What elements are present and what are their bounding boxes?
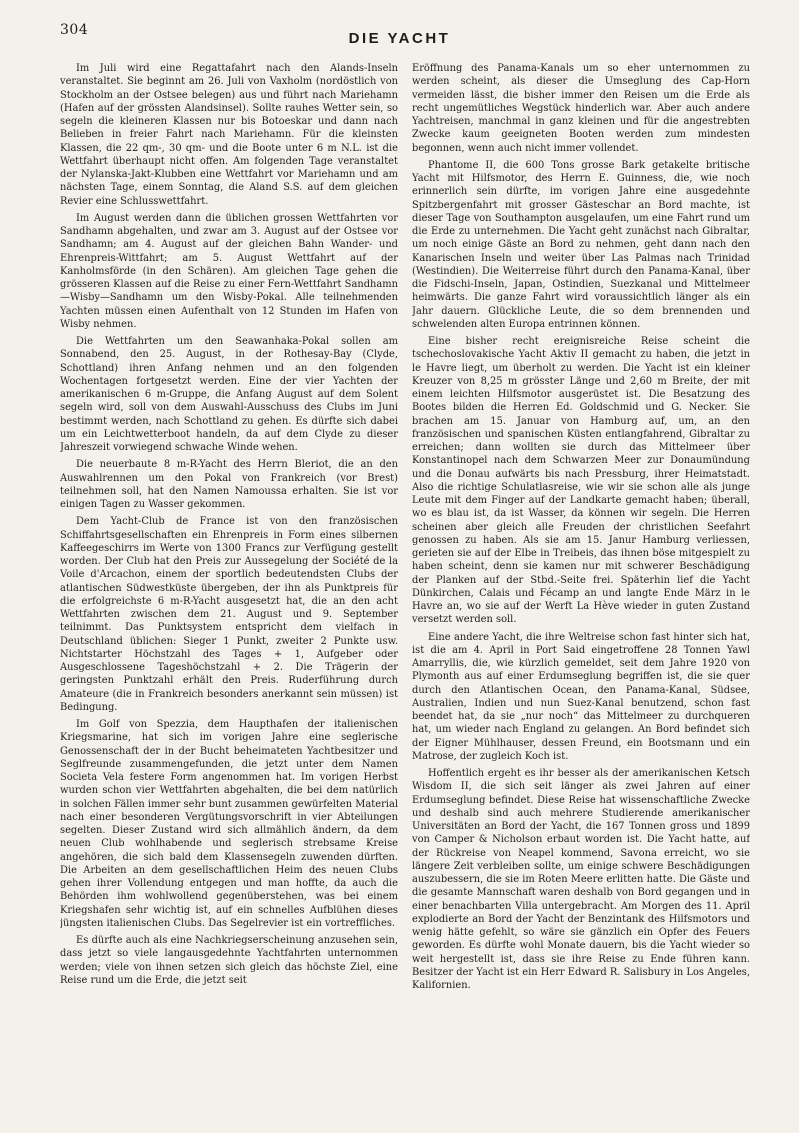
running-title: DIE YACHT bbox=[348, 30, 451, 47]
right-column bbox=[412, 62, 750, 1122]
paragraph: Eröffnung des Panama-Kanals um so eher unternommen zu werden scheint, als dieser die Umseglung des Cap-Horn vermeiden lässt, die bisher immer den Reisen um die Erde als recht ungemütliches Wegstück hinderlich war. Aber auch andere Yachtreisen, manchmal in ganz kleinen und für die angestrebten Zwecke kaum geeigneten Booten werden zum mindesten begonnen, wenn auch nicht immer vollendet. bbox=[412, 63, 750, 154]
paragraph: Die Wettfahrten um den Seawanhaka-Pokal sollen am Sonnabend, den 25. August, in der Rothesay-Bay (Clyde, Schottland) ihren Anfang nehmen und an den folgenden Wochentagen fortgesetzt werden. Eine der vier Yachten der amerikanischen 6 m-Gruppe, die Anfang August auf dem Solent segeln wird, soll von dem Auswahl-Ausschuss des Clubs im Juni bestimmt werden, nach Schottland zu gehen. Es dürfte sich dabei um ein Leichtwetterboot handeln, da auf dem Clyde zu dieser Jahreszeit vorwiegend schwache Winde wehen. bbox=[60, 336, 398, 453]
page-number: 304 bbox=[60, 22, 89, 38]
paragraph: Dem Yacht-Club de France ist von den französischen Schiffahrtsgesellschaften ein Ehrenpreis in Form eines silbernen Kaffeegeschirrs im Werte von 1300 Francs zur Verfügung gestellt worden. Der Club hat den Preis zur Aussegelung der Société de la Voile d'Arcachon, einem der sportlich bedeutendsten Clubs der atlantischen Südwestküste übergeben, der ihn als Punktpreis für die erfolgreichste 6 m-R-Yacht ausgesetzt hat, die an den acht Wettfahrten zwischen dem 21. August und 9. September teilnimmt. Das Punktsystem entspricht dem vielfach in Deutschland üblichen: Sieger 1 Punkt, zweiter 2 Punkte usw. Nichtstarter Höchstzahl des Tages + 1, Aufgeber oder Ausgeschlossene Tageshöchstzahl + 2. Die Trägerin der geringsten Punktzahl erhält den Preis. Ruderführung durch Amateure (die in Frankreich besonders anerkannt sein müssen) ist Bedingung. bbox=[60, 516, 398, 713]
paragraph: Eine andere Yacht, die ihre Weltreise schon fast hinter sich hat, ist die am 4. April in Port Said eingetroffene 28 Tonnen Yawl Amarryllis, die, wie kürzlich gemeldet, seit dem Jahre 1920 von Plymonth aus auf einer Erdumseglung begriffen ist, die sie quer durch den Atlantischen Ocean, den Panama-Kanal, Südsee, Australien, Indien und nun Suez-Kanal benutzend, schon fast beendet hat, da sie „nur noch“ das Mittelmeer zu durchqueren hat, um wieder nach England zu gelangen. An Bord befindet sich der Eigner Mühlhauser, dessen Freund, ein Bootsmann und ein Matrose, der zugleich Koch ist. bbox=[412, 631, 750, 762]
paragraph: Es dürfte auch als eine Nachkriegserscheinung anzusehen sein, dass jetzt so viele langausgedehnte Yachtfahrten unternommen werden; viele von ihnen setzen sich gleich das höchste Ziel, eine Reise rund um die Erde, die jetzt seit bbox=[60, 935, 398, 986]
paragraph: Phantome II, die 600 Tons grosse Bark getakelte britische Yacht mit Hilfsmotor, des Herrn E. Guinness, die, wie noch erinnerlich sein dürfte, im vorigen Jahre eine ausgedehnte Spitzbergenfahrt mit grosser Gästeschar an Bord machte, ist dieser Tage von Southampton ausgelaufen, um eine Fahrt rund um die Erde zu unternehmen. Die Yacht geht zunächst nach Gibraltar, um noch einige Gäste an Bord zu nehmen, geht dann nach den Kanarischen Inseln und weiter über Las Palmas nach Trinidad (Westindien). Die Weiterreise führt durch den Panama-Kanal, über die Fidschi-Inseln, Japan, Ostindien, Suezkanal und Mittelmeer heimwärts. Die ganze Fahrt wird voraussichtlich länger als ein Jahr dauern. Glückliche Leute, die so dem brennenden und schwelenden alten Europa entrinnen können. bbox=[412, 159, 750, 330]
text-columns bbox=[60, 62, 750, 1122]
paragraph: Die neuerbaute 8 m-R-Yacht des Herrn Bleriot, die an den Auswahlrennen um den Pokal von Frankreich (vor Brest) teilnehmen soll, hat den Namen Namoussa erhalten. Sie ist vor einigen Tagen zu Wasser gekommen. bbox=[60, 459, 398, 510]
paragraph: Hoffentlich ergeht es ihr besser als der amerikanischen Ketsch Wisdom II, die sich seit länger als zwei Jahren auf einer Erdumseglung befindet. Diese Reise hat wissenschaftliche Zwecke und deshalb sind auch mehrere Studierende amerikanischer Universitäten an Bord der Yacht, die 167 Tonnen gross und 1899 von Camper & Nicholson erbaut worden ist. Die Yacht hatte, auf der Rückreise von Neapel kommend, Savona erreicht, wo sie längere Zeit verbleiben sollte, um einige schwere Beschädigungen auszubessern, die sie im Roten Meere erlitten hatte. Die Gäste und die gesamte Mannschaft waren deshalb von Bord gegangen und in einer benachbarten Villa untergebracht. Am Morgen des 11. April explodierte an Bord der Yacht der Benzintank des Hilfsmotors und wenig hätte gefehlt, so wäre sie gänzlich ein Opfer des Feuers geworden. Es dürfte wohl Monate dauern, bis die Yacht wieder so weit hergestellt ist, dass sie ihre Reise zu Ende führen kann. Besitzer der Yacht ist ein Herr Edward R. Salisbury in Los Angeles, Kalifornien. bbox=[412, 768, 750, 991]
paragraph: Im Juli wird eine Regattafahrt nach den Alands-Inseln veranstaltet. Sie beginnt am 26. Juli von Vaxholm (nordöstlich von Stockholm an der Ostsee belegen) aus und führt nach Mariehamn (Hafen auf der grössten Alandsinsel). Sollte rauhes Wetter sein, so segeln die kleineren Klassen nur bis Botoeskar und dann nach Belieben in freier Fahrt nach Mariehamn. Für die kleinsten Klassen, die 22 qm-, 30 qm- und die Boote unter 6 m N.L. ist die Wettfahrt überhaupt nicht offen. Am folgenden Tage veranstaltet der Nylanska-Jakt-Klubben eine Wettfahrt vor Mariehamn und am nächsten Tage, einem Sonntag, die Aland S.S. auf dem gleichen Revier eine Schlusswettfahrt. bbox=[60, 63, 398, 207]
paragraph: Im August werden dann die üblichen grossen Wettfahrten vor Sandhamn abgehalten, und zwar am 3. August auf der Ostsee vor Sandhamn; am 4. August auf der gleichen Bahn Wander- und Ehrenpreis-Wittfahrt; am 5. August Wettfahrt auf der Kanholmsförde (in den Schären). Am gleichen Tage gehen die grösseren Klassen auf die Reise zu einer Fern-Wettfahrt Sandhamn—Wisby—Sandhamn um den Wisby-Pokal. Alle teilnehmenden Yachten müssen einen Aufenthalt von 12 Stunden im Hafen von Wisby nehmen. bbox=[60, 212, 398, 330]
paragraph: Eine bisher recht ereignisreiche Reise scheint die tschechoslovakische Yacht Aktiv II gemacht zu haben, die jetzt in le Havre liegt, um überholt zu werden. Die Yacht ist ein kleiner Kreuzer von 8,25 m grösster Länge und 2,60 m Breite, der mit einem leichten Hilfsmotor ausgerüstet ist. Die Besatzung des Bootes bilden die Herren Ed. Goldschmid und G. Necker. Sie brachen am 15. Januar von Hamburg auf, um, an den französischen und spanischen Küsten entlangfahrend, Gibraltar zu erreichen; dann wollten sie durch das Mittelmeer über Konstantinopel nach dem Schwarzen Meer zur Donaumündung und die Donau aufwärts bis nach Pressburg, ihrer Heimatstadt. Also die richtige Schulatlasreise, wie wir sie schon alle als junge Leute mit dem Finger auf der Landkarte gemacht haben; überall, wo es blau ist, da ist Wasser, da können wir segeln. Die Herren scheinen aber gleich alle Freuden der christlichen Seefahrt genossen zu haben. Als sie am 15. Janur Hamburg verliessen, gerieten sie auf der Elbe in Treibeis, das ihnen böse mitgespielt zu haben scheint, denn sie kamen nur mit schwerer Beschädigung der Planken auf der Stbd.-Seite frei. Späterhin lief die Yacht Dünkirchen, Calais und Fécamp an und langte Ende März in le Havre an, wo sie auf der Werft La Hève wieder in guten Zustand versetzt werden soll. bbox=[412, 336, 750, 626]
paragraph: Im Golf von Spezzia, dem Haupthafen der italienischen Kriegsmarine, hat sich im vorigen Jahre eine seglerische Genossenschaft der in der Bucht beheimateten Yachtbesitzer und Seglfreunde zusammengefunden, die jetzt unter dem Namen Societa Vela festere Form angenommen hat. Im vorigen Herbst wurden schon vier Wettfahrten abgehalten, die bei dem natürlich in solchen Fällen immer sehr bunt zusammen gewürfelten Material nach einer besonderen Vergütungsvorschrift in vier Abteilungen segelten. Dieser Zustand wird sich allmählich ändern, da dem neuen Club wohlhabende und seglerisch strebsame Kreise angehören, die sich bald dem Klassensegeln zuwenden dürften. Die Arbeiten an dem gesellschaftlichen Heim des neuen Clubs gehen ihrer Vollendung entgegen und man hoffte, da auch die Behörden ihm wohlwollend gegenüberstehen, was bei einem Kriegshafen sehr wichtig ist, auf ein schnelles Aufblühen dieses jüngsten italienischen Clubs. Das Segelrevier ist ein vortreffliches. bbox=[60, 719, 398, 929]
left-column bbox=[60, 62, 398, 1122]
